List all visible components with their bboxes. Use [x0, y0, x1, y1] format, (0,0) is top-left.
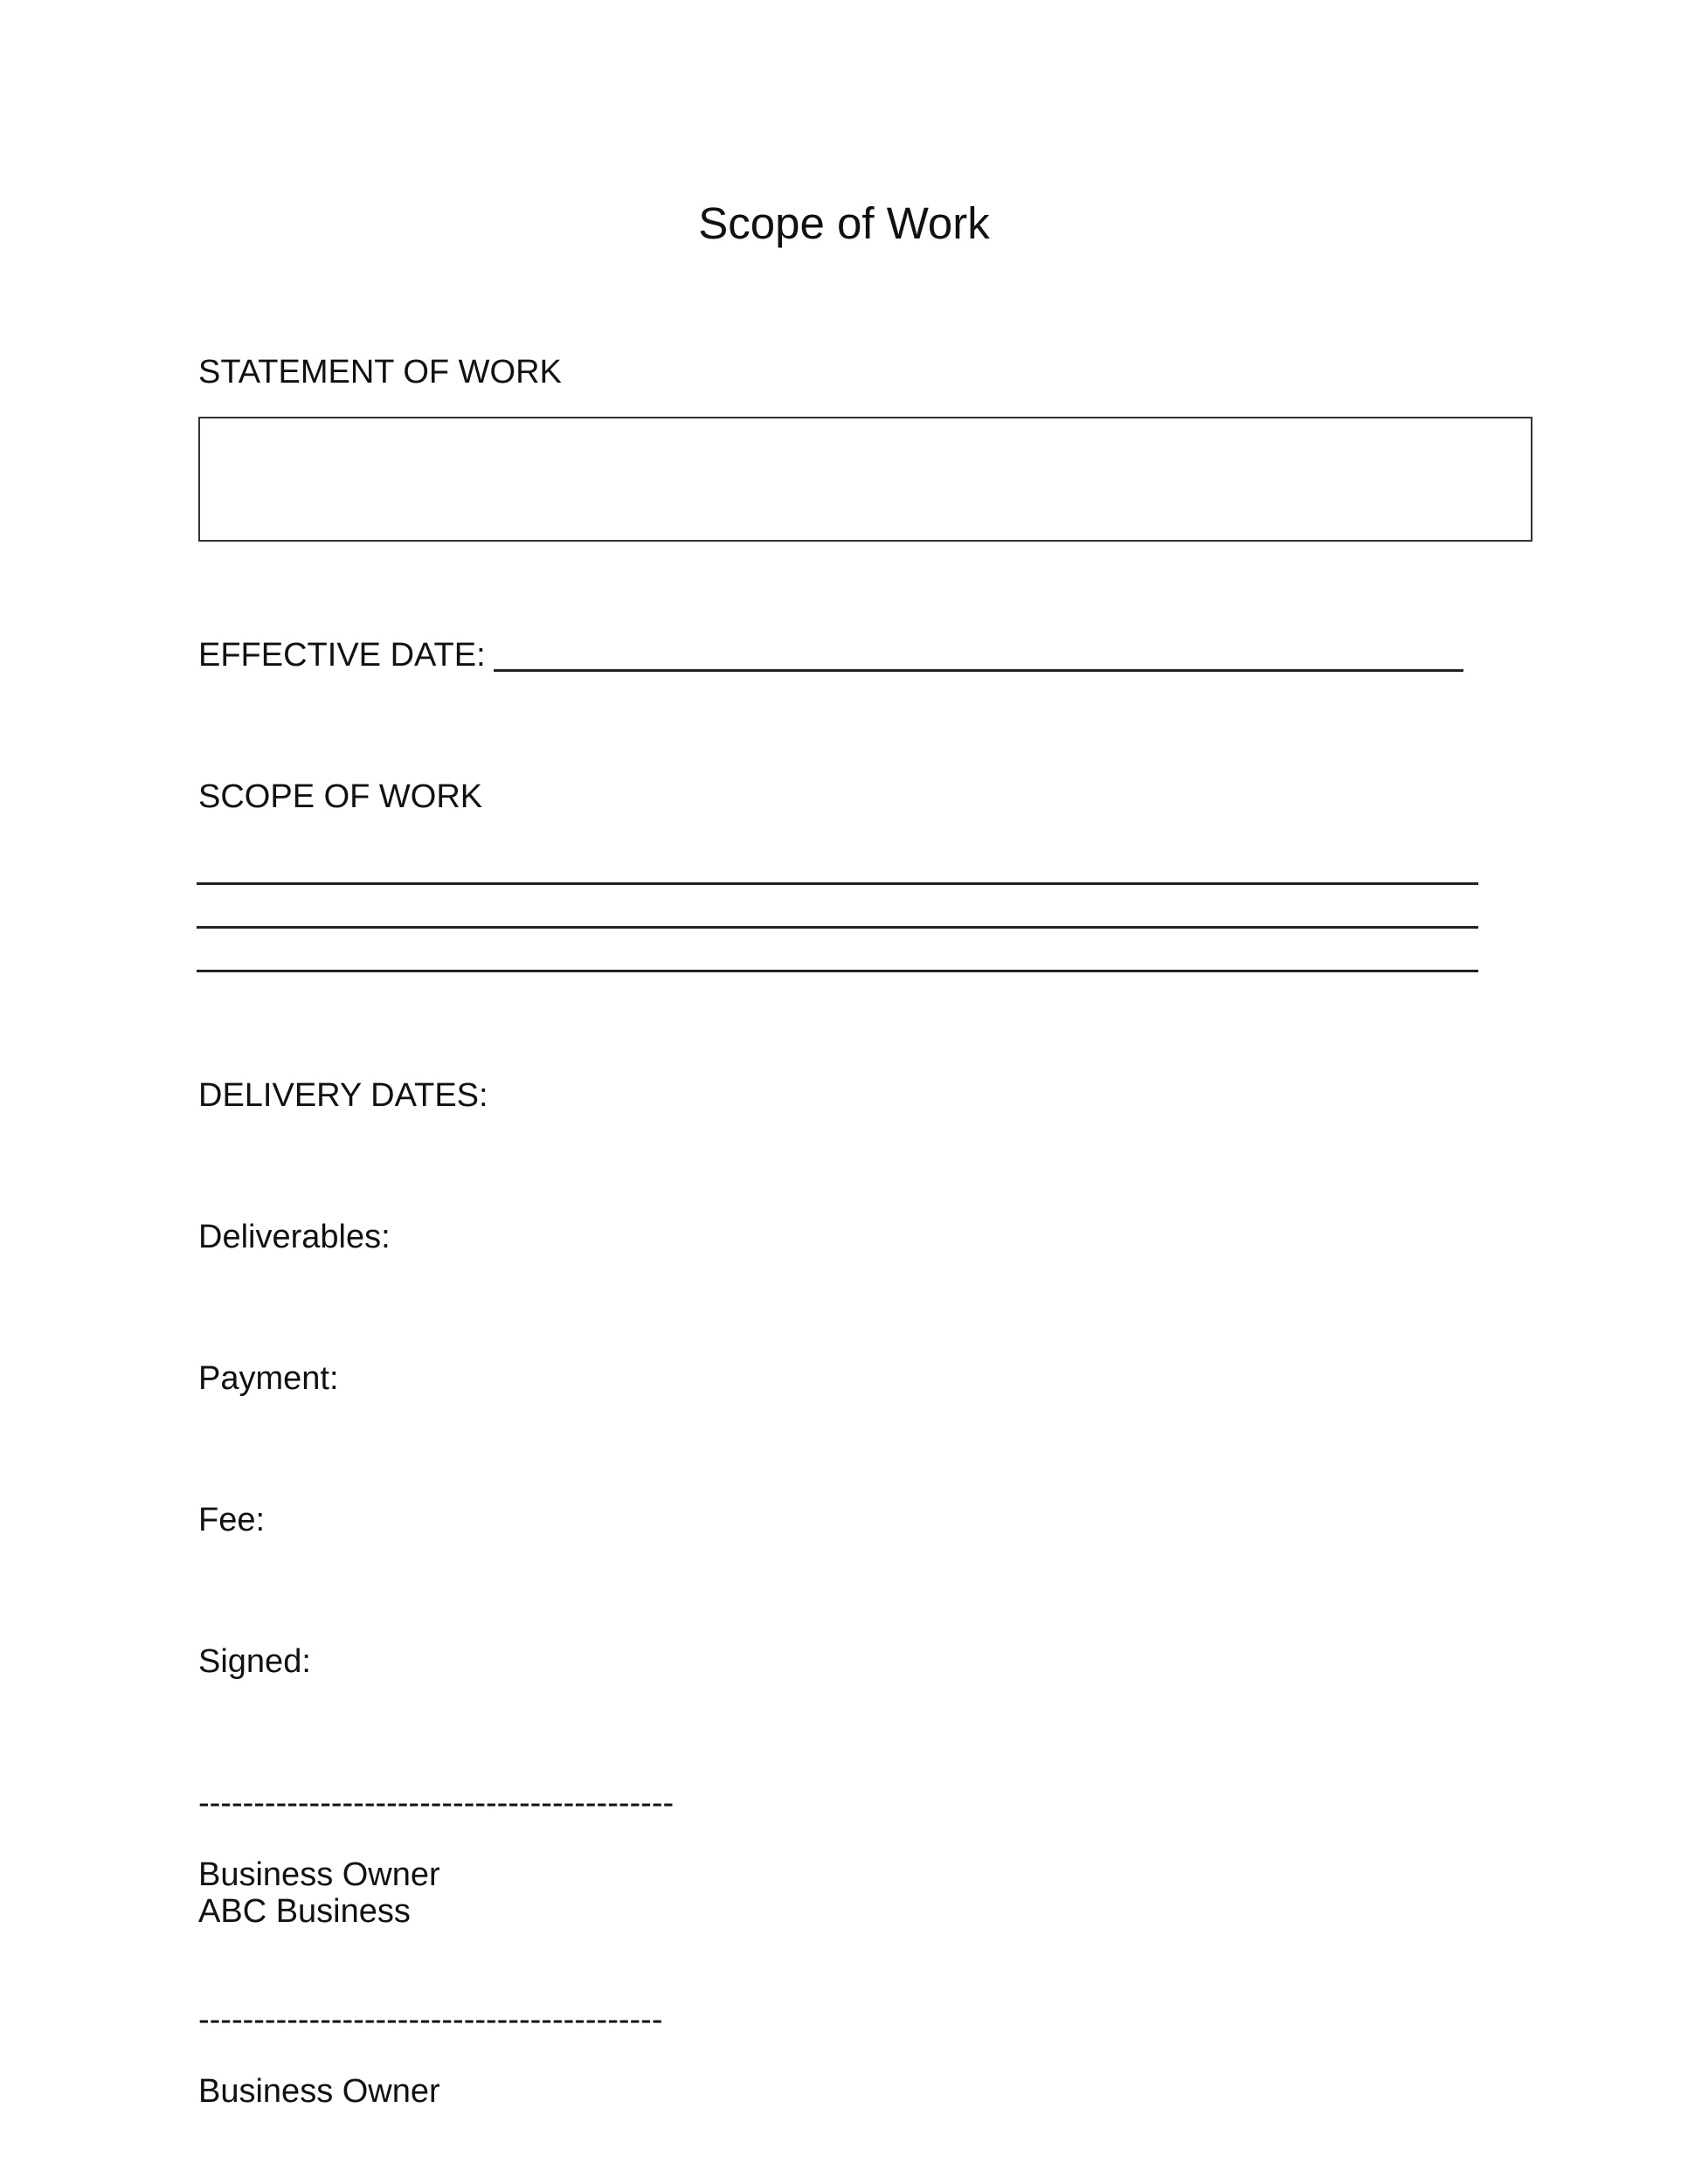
scope-of-work-line-2[interactable] — [197, 926, 1478, 929]
scope-of-work-line-3[interactable] — [197, 970, 1478, 972]
scope-of-work-line-1[interactable] — [197, 882, 1478, 885]
fee-label: Fee: — [198, 1502, 266, 1538]
signed-label: Signed: — [198, 1643, 311, 1680]
document-title: Scope of Work — [698, 198, 990, 248]
signature-line-1[interactable]: ------------------------------------------- — [198, 1785, 675, 1821]
deliverables-label: Deliverables: — [198, 1219, 391, 1255]
payment-label: Payment: — [198, 1360, 339, 1397]
scope-of-work-label: SCOPE OF WORK — [198, 778, 483, 815]
signer-1-company: ABC Business — [198, 1893, 411, 1930]
delivery-dates-label: DELIVERY DATES: — [198, 1077, 488, 1114]
effective-date-label: EFFECTIVE DATE: — [198, 637, 486, 674]
signer-1-name: Business Owner — [198, 1856, 440, 1893]
statement-of-work-label: STATEMENT OF WORK — [198, 354, 562, 390]
signer-2-name: Business Owner — [198, 2073, 440, 2110]
signature-line-2[interactable]: ------------------------------------------ — [198, 2001, 663, 2038]
effective-date-field[interactable] — [494, 669, 1463, 672]
statement-of-work-field[interactable] — [198, 417, 1532, 542]
